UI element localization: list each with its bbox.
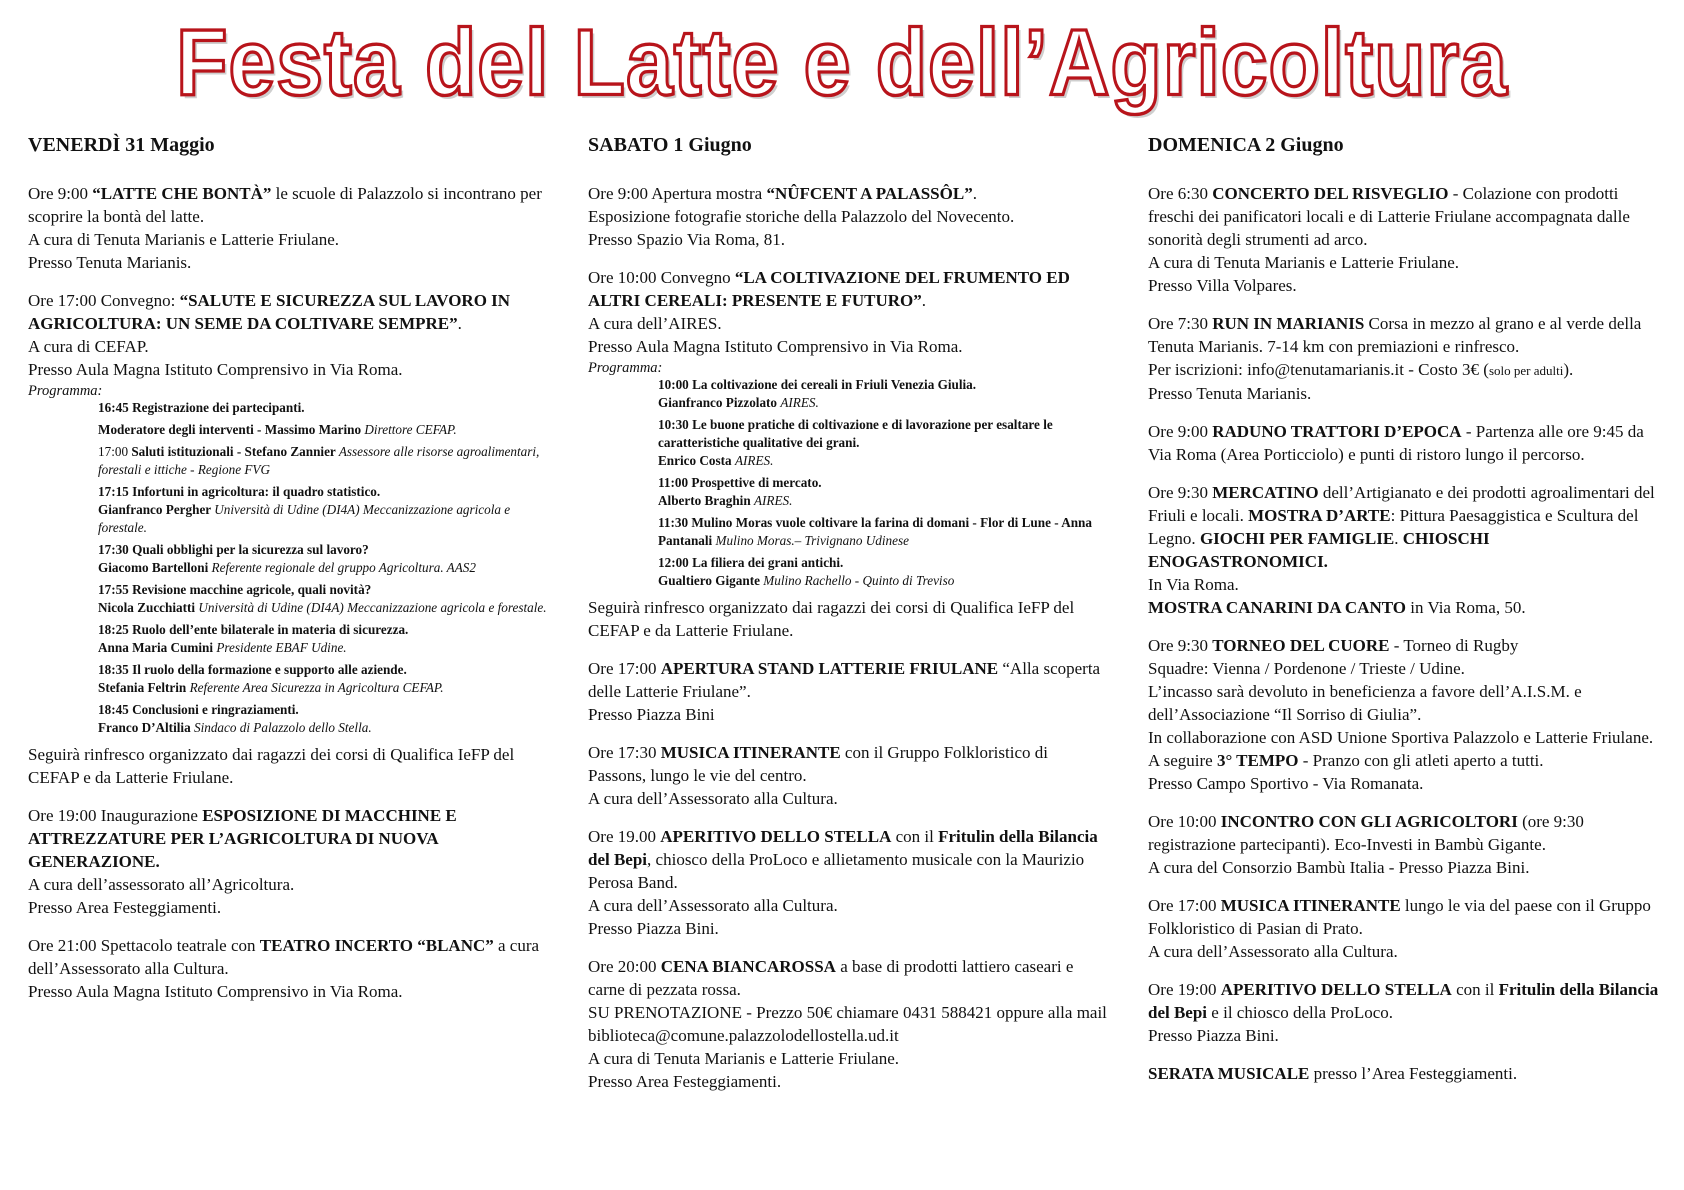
list-item: 17:30 Quali obblighi per la sicurezza sul lavoro? Giacomo Bartelloni Referente regionale del gruppo Agricoltura. AAS2 [98, 542, 476, 575]
event-rinfresco: Seguirà rinfresco organizzato dai ragazzi dei corsi di Qualifica IeFP del CEFAP e da Latterie Friulane. [588, 598, 1075, 640]
event-cena-biancarossa: Ore 20:00 CENA BIANCAROSSA a base di prodotti lattiero caseari e carne di pezzata rossa. SU PRENOTAZIONE - Prezzo 50€ chiamare 0431 588421 oppure alla mail biblioteca@comune.palazzolodellostella.ud.it A cura di Tenuta Marianis e Latterie Friulane. Presso Area Festeggiamenti. [588, 957, 1107, 1091]
event-mercatino: Ore 9:30 MERCATINO dell’Artigianato e dei prodotti agroalimentari del Friuli e locali. MOSTRA D’ARTE: Pittura Paesaggistica e Scultura del Legno. GIOCHI PER FAMIGLIE. CHIOSCHI ENOGASTRONOMICI. In Via Roma. MOSTRA CANARINI DA CANTO in Via Roma, 50. [1148, 483, 1655, 617]
event-convegno-sicurezza: Ore 17:00 Convegno: “SALUTE E SICUREZZA SUL LAVORO IN AGRICOLTURA: UN SEME DA COLTIVARE SEMPRE”. A cura di CEFAP. Presso Aula Magna Istituto Comprensivo in Via Roma. [28, 291, 511, 379]
column-saturday [588, 130, 1108, 1108]
event-torneo-cuore: Ore 9:30 TORNEO DEL CUORE - Torneo di Rugby Squadre: Vienna / Pordenone / Trieste / Udine. L’incasso sarà devoluto in beneficienza a favore dell’A.I.S.M. e dell’Associazione “Il Sorriso di Giulia”. In collaborazione con ASD Unione Sportiva Palazzolo e Latterie Friulane. A seguire 3° TEMPO - Pranzo con gli atleti aperto a tutti. Presso Campo Sportivo - Via Romanata. [1148, 636, 1654, 793]
day-heading: VENERDÌ 31 Maggio [28, 134, 215, 156]
event-aperitivo-stella: Ore 19.00 APERITIVO DELLO STELLA con il Fritulin della Bilancia del Bepi, chiosco della ProLoco e allietamento musicale con la Maurizio Perosa Band. A cura dell’Assessorato alla Cultura. Presso Piazza Bini. [588, 827, 1098, 938]
page-title: Festa del Latte e dell’Agricoltura [176, 9, 1508, 115]
event-incontro-agricoltori: Ore 10:00 INCONTRO CON GLI AGRICOLTORI (ore 9:30 registrazione partecipanti). Eco-Investi in Bambù Gigante. A cura del Consorzio Bambù Italia - Presso Piazza Bini. [1148, 812, 1584, 877]
event-latte-che-bonta: Ore 9:00 “LATTE CHE BONTÀ” le scuole di Palazzolo si incontrano per scoprire la bontà del latte. A cura di Tenuta Marianis e Latterie Friulane. Presso Tenuta Marianis. [28, 184, 542, 272]
list-item: Moderatore degli interventi - Massimo Marino Direttore CEFAP. [98, 422, 457, 437]
day-heading: SABATO 1 Giugno [588, 134, 752, 156]
event-rinfresco: Seguirà rinfresco organizzato dai ragazzi dei corsi di Qualifica IeFP del CEFAP e da Latterie Friulane. [28, 745, 515, 787]
event-stand-latterie: Ore 17:00 APERTURA STAND LATTERIE FRIULANE “Alla scoperta delle Latterie Friulane”. Presso Piazza Bini [588, 659, 1101, 724]
list-item: 10:00 La coltivazione dei cereali in Friuli Venezia Giulia. Gianfranco Pizzolato AIRES. [658, 377, 977, 410]
list-item: 18:25 Ruolo dell’ente bilaterale in materia di sicurezza. Anna Maria Cumini Presidente EBAF Udine. [98, 622, 409, 655]
list-item: 12:00 La filiera dei grani antichi. Gualtiero Gigante Mulino Rachello - Quinto di Treviso [658, 555, 955, 588]
list-item: 18:35 Il ruolo della formazione e supporto alle aziende. Stefania Feltrin Referente Area Sicurezza in Agricoltura CEFAP. [98, 662, 444, 695]
event-mostra-nufcent: Ore 9:00 Apertura mostra “NÛFCENT A PALASSÔL”. Esposizione fotografie storiche della Palazzolo del Novecento. Presso Spazio Via Roma, 81. [588, 184, 1015, 249]
list-item: 17:00 Saluti istituzionali - Stefano Zannier Assessore alle risorse agroalimentari, forestali e ittiche - Regione FVG [98, 444, 540, 477]
column-sunday [1148, 130, 1668, 1100]
event-convegno-frumento: Ore 10:00 Convegno “LA COLTIVAZIONE DEL FRUMENTO ED ALTRI CEREALI: PRESENTE E FUTURO”. A cura dell’AIRES. Presso Aula Magna Istituto Comprensivo in Via Roma. [588, 268, 1070, 356]
list-item: 11:30 Mulino Moras vuole coltivare la farina di domani - Flor di Lune - Anna Pantanali Mulino Moras.– Trivignano Udinese [658, 515, 1092, 548]
event-raduno-trattori: Ore 9:00 RADUNO TRATTORI D’EPOCA - Partenza alle ore 9:45 da Via Roma (Area Porticciolo) e punti di ristoro lungo il percorso. [1148, 422, 1644, 464]
list-item: 16:45 Registrazione dei partecipanti. [98, 400, 305, 415]
list-item: 17:55 Revisione macchine agricole, quali novità? Nicola Zucchiatti Università di Udine (DI4A) Meccanizzazione agricola e forestale. [98, 582, 547, 615]
list-item: 10:30 Le buone pratiche di coltivazione e di lavorazione per esaltare le caratteristiche qualitative dei grani. Enrico Costa AIRES. [658, 417, 1053, 468]
programma-list [28, 399, 548, 737]
programma-label: Programma: [28, 383, 103, 399]
list-item: 17:15 Infortuni in agricoltura: il quadro statistico. Gianfranco Pergher Università di Udine (DI4A) Meccanizzazione agricola e forestale. [98, 484, 511, 535]
event-run-in-marianis: Ore 7:30 RUN IN MARIANIS Corsa in mezzo al grano e al verde della Tenuta Marianis. 7-14 km con premiazioni e rinfresco. Per iscrizioni: info@tenutamarianis.it - Costo 3€ (solo per adulti). Presso Tenuta Marianis. [1148, 314, 1642, 403]
event-concerto-risveglio: Ore 6:30 CONCERTO DEL RISVEGLIO - Colazione con prodotti freschi dei panificatori locali e di Latterie Friulane accompagnata dalle sonorità degli strumenti ad arco. A cura di Tenuta Marianis e Latterie Friulane. Presso Villa Volpares. [1148, 184, 1630, 295]
day-heading: DOMENICA 2 Giugno [1148, 134, 1344, 156]
event-teatro-incerto: Ore 21:00 Spettacolo teatrale con TEATRO INCERTO “BLANC” a cura dell’Assessorato alla Cultura. Presso Aula Magna Istituto Comprensivo in Via Roma. [28, 936, 540, 1001]
programma-list [588, 376, 1108, 590]
event-serata-musicale: SERATA MUSICALE presso l’Area Festeggiamenti. [1148, 1064, 1518, 1083]
event-aperitivo-stella: Ore 19:00 APERITIVO DELLO STELLA con il Fritulin della Bilancia del Bepi e il chiosco della ProLoco. Presso Piazza Bini. [1148, 980, 1659, 1045]
event-esposizione-macchine: Ore 19:00 Inaugurazione ESPOSIZIONE DI MACCHINE E ATTREZZATURE PER L’AGRICOLTURA DI NUOVA GENERAZIONE. A cura dell’assessorato all’Agricoltura. Presso Area Festeggiamenti. [28, 806, 457, 917]
column-friday [28, 130, 548, 1018]
event-musica-itinerante: Ore 17:30 MUSICA ITINERANTE con il Gruppo Folkloristico di Passons, lungo le vie del centro. A cura dell’Assessorato alla Cultura. [588, 743, 1048, 808]
programma-label: Programma: [588, 360, 663, 376]
list-item: 11:00 Prospettive di mercato. Alberto Braghin AIRES. [658, 475, 822, 508]
event-musica-itinerante: Ore 17:00 MUSICA ITINERANTE lungo le via del paese con il Gruppo Folkloristico di Pasian di Prato. A cura dell’Assessorato alla Cultura. [1148, 896, 1651, 961]
list-item: 18:45 Conclusioni e ringraziamenti. Franco D’Altilia Sindaco di Palazzolo dello Stella. [98, 702, 372, 735]
